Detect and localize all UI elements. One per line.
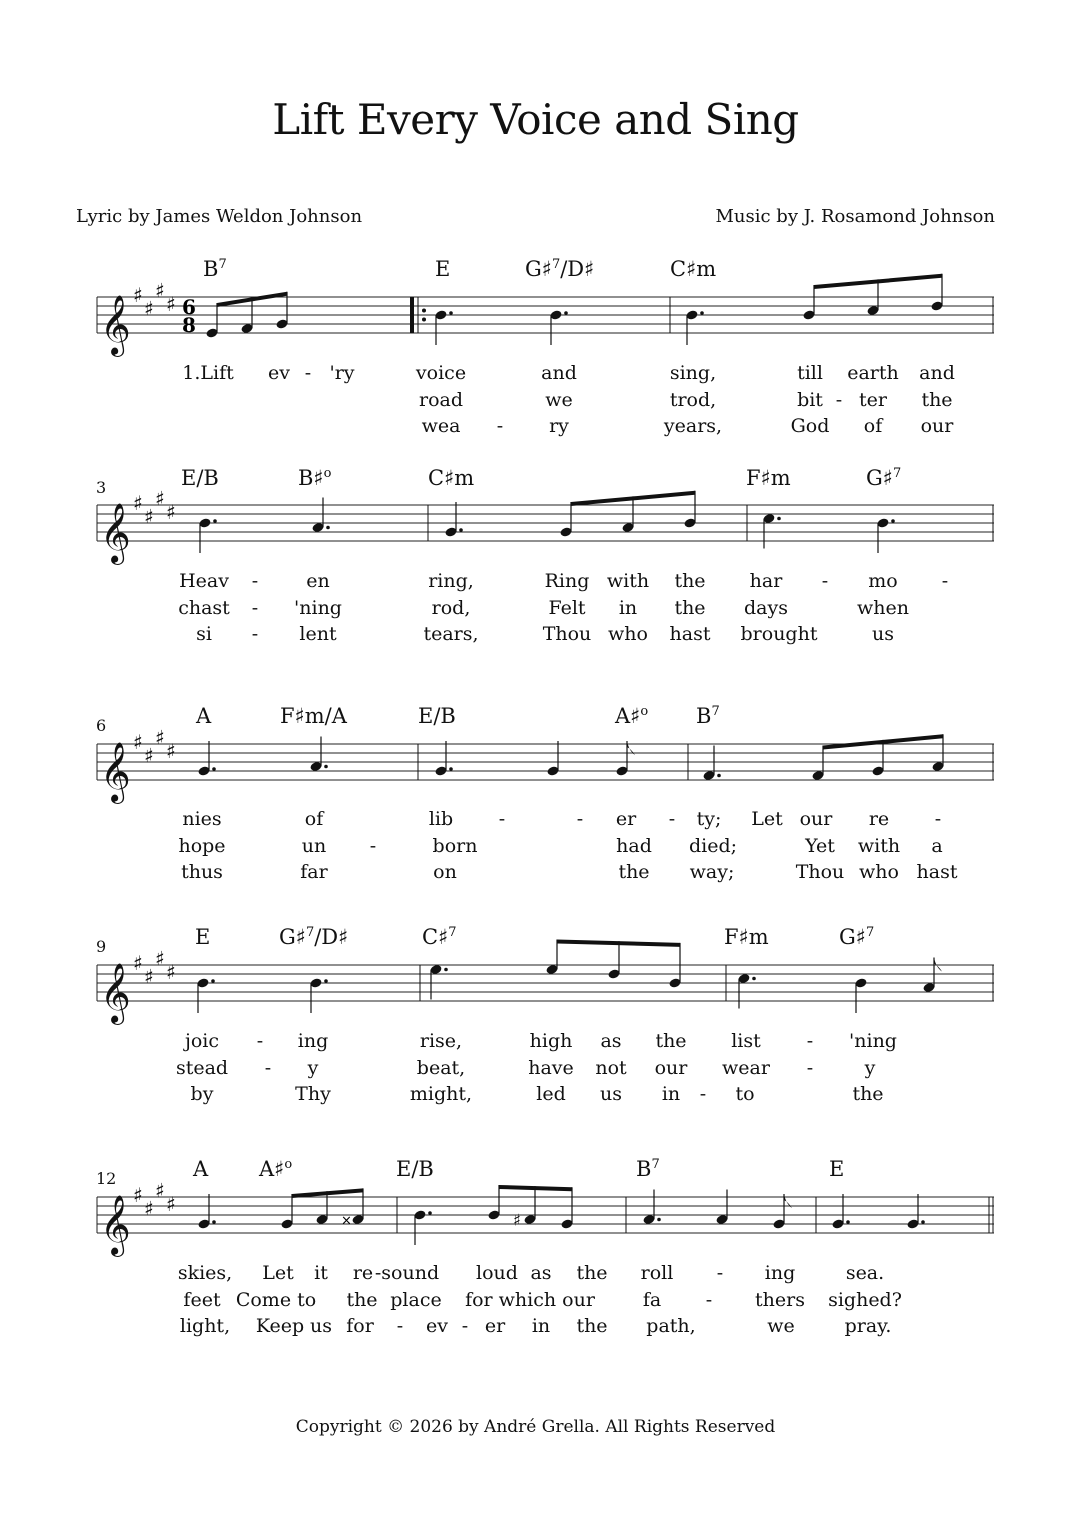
lyric-syllable: y	[307, 1057, 319, 1079]
key-sharp-icon: ♯	[155, 1178, 165, 1203]
dot	[846, 1220, 850, 1224]
lyric-syllable: our	[799, 808, 833, 830]
key-sharp-icon: ♯	[144, 504, 154, 529]
lyric-syllable: loud	[476, 1262, 518, 1284]
lyric-syllable: -	[256, 1030, 264, 1052]
lyric-syllable: days	[744, 597, 788, 619]
key-sharp-icon: ♯	[166, 1192, 176, 1216]
lyric-syllable: Thy	[295, 1083, 331, 1105]
key-sharp-icon: ♯	[144, 1196, 154, 1221]
chord-root: G♯	[279, 925, 306, 949]
lyric-syllable: Heav	[179, 570, 229, 592]
dot	[921, 1220, 925, 1224]
lyric-syllable: y	[864, 1057, 876, 1079]
lyric-syllable: ty;	[696, 808, 722, 830]
chord-extension: 7	[551, 257, 561, 272]
lyric-syllable: -	[934, 808, 942, 830]
lyric-syllable: who	[608, 623, 648, 645]
lyric-syllable: -	[369, 835, 377, 857]
lyric-syllable: of	[863, 415, 883, 437]
chord-root: F♯m/A	[280, 704, 347, 728]
key-sharp-icon: ♯	[155, 725, 165, 750]
lyric-syllable: -	[705, 1289, 713, 1311]
measure-number: 6	[96, 716, 107, 735]
chord-root: E	[195, 925, 211, 949]
lyric-syllable: us	[600, 1083, 622, 1105]
lyric-syllable: Felt	[548, 597, 586, 619]
lyric-syllable: nies	[182, 808, 222, 830]
key-sharp-icon: ♯	[155, 486, 165, 511]
lyric-syllable: the	[921, 389, 953, 411]
chord-root: E/B	[181, 466, 219, 490]
chord-root: A♯	[259, 1157, 285, 1181]
lyric-syllable: -	[396, 1315, 404, 1337]
lyric-syllable: -sound	[374, 1262, 440, 1284]
lyric-syllable: of	[304, 808, 324, 830]
treble-clef-icon: 𝄞	[100, 963, 131, 1023]
lyric-syllable: wear	[722, 1057, 770, 1079]
lyric-syllable: the	[576, 1315, 608, 1337]
lyric-syllable: -	[576, 808, 584, 830]
lyric-syllable: far	[300, 861, 328, 883]
lyric-syllable: us	[872, 623, 894, 645]
chord-extension: 7	[305, 925, 315, 940]
lyric-syllable: re	[868, 808, 890, 830]
lyric-syllable: it	[314, 1262, 328, 1284]
lyric-syllable: sing,	[669, 362, 717, 384]
chord-root: E	[829, 1157, 845, 1181]
lyric-syllable: -	[668, 808, 676, 830]
lyric-syllable: 'ry	[329, 362, 355, 384]
lyric-syllable: with	[606, 570, 650, 592]
lyric-syllable: died;	[688, 835, 738, 857]
chord-root: C♯m	[428, 466, 475, 490]
lyric-syllable: skies,	[177, 1262, 233, 1284]
lyric-syllable: for which our	[465, 1289, 595, 1311]
lyric-syllable: in	[661, 1083, 681, 1105]
lyric-syllable: place	[390, 1289, 442, 1311]
chord-root: B	[203, 257, 219, 281]
lyric-syllable: the	[852, 1083, 884, 1105]
lyric-syllable: er	[615, 808, 637, 830]
chord-root: B	[636, 1157, 652, 1181]
lyric-syllable: the	[618, 861, 650, 883]
lyric-syllable: un	[301, 835, 327, 857]
chord-root: E/B	[418, 704, 456, 728]
lyric-syllable: we	[767, 1315, 795, 1337]
lyric-syllable: thus	[181, 861, 223, 883]
page-title: Lift Every Voice and Sing	[272, 95, 799, 144]
lyric-syllable: hast	[916, 861, 958, 883]
lyric-syllable: ring,	[428, 570, 474, 592]
chord-extension: o	[284, 1157, 293, 1172]
lyric-syllable: our	[654, 1057, 688, 1079]
lyric-syllable: -	[461, 1315, 469, 1337]
lyric-syllable: have	[528, 1057, 574, 1079]
dot	[212, 1220, 216, 1224]
lyric-syllable: chast	[178, 597, 230, 619]
lyric-syllable: trod,	[669, 389, 717, 411]
lyric-syllable: -	[496, 415, 504, 437]
lyric-syllable: 'ning	[294, 597, 342, 619]
lyric-syllable: in	[618, 597, 638, 619]
key-sharp-icon: ♯	[166, 500, 176, 524]
lyric-syllable: har	[749, 570, 783, 592]
lyric-syllable: years,	[663, 415, 723, 437]
dot	[428, 1211, 432, 1215]
lyric-syllable: the	[674, 597, 706, 619]
chord-extension: o	[640, 704, 649, 719]
lyric-syllable: lent	[299, 623, 337, 645]
chord-root: G♯	[839, 925, 866, 949]
lyric-syllable: the	[674, 570, 706, 592]
chord-extension: 7	[651, 1157, 660, 1172]
time-signature-top: 6	[182, 295, 196, 319]
key-sharp-icon: ♯	[133, 1183, 143, 1207]
lyric-syllable: -	[806, 1057, 814, 1079]
lyric-syllable: sighed?	[828, 1289, 902, 1311]
lyric-syllable: rod,	[431, 597, 471, 619]
lyric-syllable: a	[931, 835, 943, 857]
lyric-syllable: Come to	[235, 1289, 317, 1311]
lyric-syllable: -	[251, 623, 259, 645]
lyric-syllable: ev	[426, 1315, 448, 1337]
key-sharp-icon: ♯	[133, 730, 143, 754]
key-sharp-icon: ♯	[133, 951, 143, 975]
chord-root: C♯	[422, 925, 449, 949]
lyric-syllable: -	[835, 389, 843, 411]
chord-root: E/B	[396, 1157, 434, 1181]
lyric-syllable: and	[919, 362, 955, 384]
lyric-syllable: who	[859, 861, 899, 883]
chord-extension: 7	[892, 466, 902, 481]
lyric-syllable: earth	[847, 362, 899, 384]
lyric-syllable: light,	[179, 1315, 231, 1337]
lyric-syllable: Yet	[805, 835, 835, 857]
lyric-syllable: -	[251, 597, 259, 619]
lyric-syllable: ev	[268, 362, 290, 384]
chord-extension: 7	[865, 925, 875, 940]
lyric-syllable: joic	[184, 1030, 220, 1052]
lyric-syllable: brought	[740, 623, 818, 645]
lyric-syllable: till	[797, 362, 823, 384]
time-signature-bottom: 8	[182, 313, 196, 337]
lyric-syllable: Let	[751, 808, 783, 830]
chord-root: A	[196, 704, 212, 728]
lyric-syllable: -	[699, 1083, 707, 1105]
lyric-syllable: feet	[183, 1289, 221, 1311]
lyric-syllable: -	[498, 808, 506, 830]
lyric-syllable: roll	[640, 1262, 674, 1284]
key-sharp-icon: ♯	[166, 960, 176, 984]
treble-clef-icon: 𝄞	[100, 742, 131, 802]
chord-root: F♯m	[724, 925, 769, 949]
lyric-syllable: might,	[409, 1083, 473, 1105]
lyric-syllable: mo	[868, 570, 898, 592]
key-sharp-icon: ♯	[166, 292, 176, 316]
lyric-syllable: when	[857, 597, 909, 619]
lyric-syllable: Keep	[255, 1315, 305, 1337]
key-sharp-icon: ♯	[155, 278, 165, 303]
lyricist-credit: Lyric by James Weldon Johnson	[76, 206, 363, 227]
accidental-double-sharp-icon: ×	[341, 1213, 352, 1229]
lyric-syllable: -	[821, 570, 829, 592]
lyric-syllable: list	[731, 1030, 761, 1052]
lyric-syllable: in	[531, 1315, 551, 1337]
lyric-syllable: path,	[646, 1315, 696, 1337]
lyric-syllable: tears,	[423, 623, 479, 645]
measure-number: 3	[96, 478, 107, 497]
lyric-syllable: -	[251, 570, 259, 592]
lyric-syllable: wea	[421, 415, 461, 437]
treble-clef-icon: 𝄞	[100, 503, 131, 563]
lyric-syllable: with	[857, 835, 901, 857]
chord-root: E	[435, 257, 451, 281]
chord-root: G♯	[866, 466, 893, 490]
chord-root: C♯m	[670, 257, 717, 281]
lyric-syllable: si	[196, 623, 212, 645]
lyric-syllable: -	[716, 1262, 724, 1284]
chord-extension: 7	[448, 925, 457, 940]
lyric-syllable: beat,	[416, 1057, 466, 1079]
lyric-syllable: road	[418, 389, 464, 411]
lyric-syllable: -	[806, 1030, 814, 1052]
lyric-syllable: rise,	[419, 1030, 463, 1052]
chord-bass: /D♯	[560, 257, 595, 281]
chord-extension: o	[323, 466, 332, 481]
lyric-syllable: pray.	[844, 1315, 892, 1337]
chord-extension: 7	[218, 257, 227, 272]
lyric-syllable: Thou	[795, 861, 845, 883]
lyric-syllable: -	[264, 1057, 272, 1079]
lyric-syllable: stead	[175, 1057, 229, 1079]
lyric-syllable: God	[790, 415, 830, 437]
lyric-syllable: -	[304, 362, 312, 384]
lyric-syllable: hast	[669, 623, 711, 645]
copyright-notice: Copyright © 2026 by André Grella. All Rights Reserved	[295, 1417, 776, 1437]
lyric-syllable: by	[190, 1083, 214, 1105]
key-sharp-icon: ♯	[144, 964, 154, 989]
key-sharp-icon: ♯	[133, 491, 143, 515]
lyric-syllable: voice	[415, 362, 467, 384]
chord-extension: 7	[711, 704, 720, 719]
lyric-syllable: high	[529, 1030, 573, 1052]
lyric-syllable: led	[536, 1083, 566, 1105]
lyric-syllable: -	[941, 570, 949, 592]
lyric-syllable: er	[484, 1315, 506, 1337]
key-sharp-icon: ♯	[133, 283, 143, 307]
lyric-syllable: re	[352, 1262, 374, 1284]
chord-root: B	[696, 704, 712, 728]
lyric-syllable: en	[306, 570, 330, 592]
lyric-syllable: we	[545, 389, 573, 411]
lyric-syllable: lib	[428, 808, 454, 830]
lyric-syllable: 1.Lift	[182, 362, 234, 384]
lyric-syllable: as	[530, 1262, 552, 1284]
lyric-syllable: for	[346, 1315, 374, 1337]
chord-root: A♯	[615, 704, 641, 728]
lyric-syllable: thers	[755, 1289, 805, 1311]
lyric-syllable: fa	[642, 1289, 662, 1311]
lyric-syllable: ing	[764, 1262, 796, 1284]
lyric-syllable: hope	[178, 835, 226, 857]
lyric-syllable: the	[655, 1030, 687, 1052]
lyric-syllable: Let	[262, 1262, 294, 1284]
lyric-syllable: not	[595, 1057, 627, 1079]
key-sharp-icon: ♯	[155, 946, 165, 971]
lyric-syllable: as	[600, 1030, 622, 1052]
chord-bass: /D♯	[314, 925, 349, 949]
lyric-syllable: 'ning	[849, 1030, 897, 1052]
lyric-syllable: the	[346, 1289, 378, 1311]
dot	[657, 1218, 661, 1222]
lyric-syllable: ing	[297, 1030, 329, 1052]
lyric-syllable: us	[310, 1315, 332, 1337]
lyric-syllable: had	[616, 835, 652, 857]
key-sharp-icon: ♯	[144, 743, 154, 768]
measure-number: 9	[96, 937, 107, 956]
lyric-syllable: the	[576, 1262, 608, 1284]
composer-credit: Music by J. Rosamond Johnson	[715, 206, 995, 227]
measure-number: 12	[96, 1169, 117, 1188]
chord-root: F♯m	[746, 466, 791, 490]
key-sharp-icon: ♯	[166, 739, 176, 763]
chord-root: B♯	[298, 466, 324, 490]
lyric-syllable: bit	[797, 389, 823, 411]
lyric-syllable: and	[541, 362, 577, 384]
chord-root: A	[193, 1157, 209, 1181]
accidental-sharp-icon: ♯	[513, 1210, 521, 1230]
lyric-syllable: on	[433, 861, 457, 883]
lyric-syllable: Thou	[542, 623, 592, 645]
chord-root: G♯	[525, 257, 552, 281]
treble-clef-icon: 𝄞	[100, 295, 131, 355]
lyric-syllable: Ring	[544, 570, 590, 592]
lyric-syllable: sea.	[845, 1262, 885, 1284]
lyric-syllable: to	[735, 1083, 755, 1105]
key-sharp-icon: ♯	[144, 296, 154, 321]
lyric-syllable: ry	[549, 415, 569, 437]
lyric-syllable: born	[432, 835, 478, 857]
lyric-syllable: our	[920, 415, 954, 437]
lyric-syllable: ter	[859, 389, 887, 411]
lyric-syllable: way;	[689, 861, 735, 883]
treble-clef-icon: 𝄞	[100, 1195, 131, 1255]
